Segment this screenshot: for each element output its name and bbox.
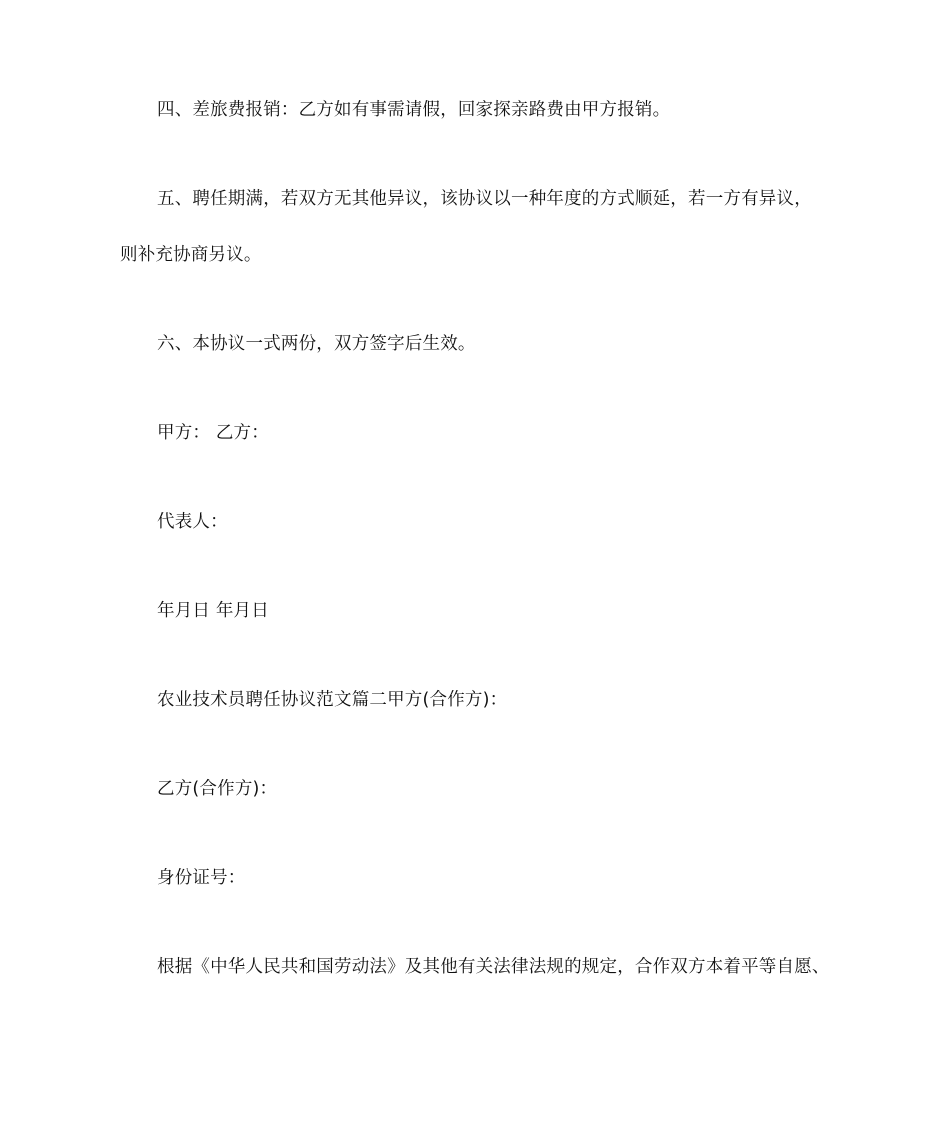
paragraph-legal-basis: 根据《中华人民共和国劳动法》及其他有关法律法规的规定，合作双方本着平等自愿、 — [157, 957, 830, 977]
date-line: 年月日 年月日 — [157, 601, 269, 621]
paragraph-agreement-copies: 六、本协议一式两份，双方签字后生效。 — [157, 334, 476, 354]
paragraph-travel-reimbursement: 四、差旅费报销：乙方如有事需请假，回家探亲路费由甲方报销。 — [157, 100, 671, 120]
id-number-line: 身份证号： — [157, 868, 246, 888]
signature-parties-line: 甲方： 乙方： — [157, 423, 269, 443]
paragraph-term-renewal: 五、聘任期满，若双方无其他异议，该协议以一种年度的方式顺延，若一方有异议， — [157, 189, 812, 209]
section-two-heading: 农业技术员聘任协议范文篇二甲方(合作方)： — [157, 690, 508, 710]
representative-line: 代表人： — [157, 512, 228, 532]
paragraph-term-renewal-cont: 则补充协商另议。 — [120, 245, 262, 265]
party-b-line: 乙方(合作方)： — [157, 779, 278, 799]
